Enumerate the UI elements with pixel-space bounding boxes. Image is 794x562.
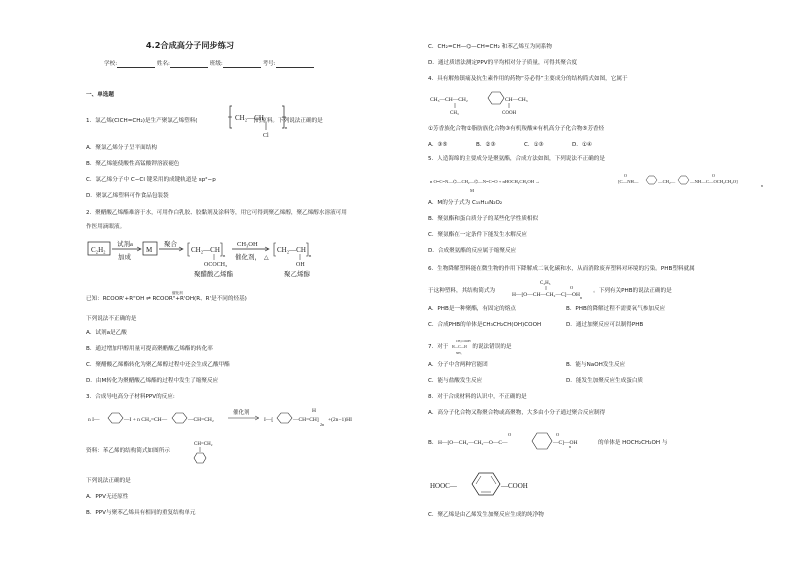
svg-text:I—[: I—[: [264, 417, 274, 423]
svg-text:n: n: [580, 296, 582, 300]
svg-text:CH₂—CH: CH₂—CH: [277, 246, 306, 254]
q2-catalyst-label: 催化剂，: [235, 254, 261, 261]
q3-ask: 下列说法正确的是: [86, 478, 131, 484]
q5-reactant: n O=C=N—⌬—CH₂—⌬—N=C=O + nHOCH₂CH₂OH →: [430, 179, 540, 184]
q5-m-label: M: [470, 188, 475, 193]
q5-option-b[interactable]: B．聚氨酯和蛋白质分子的某些化学性质相似: [428, 216, 539, 222]
q3-option-c[interactable]: C．CH₂=CH—⌬—CH=CH₂ 和苯乙烯互为同系物: [428, 44, 552, 50]
svg-text:△: △: [264, 255, 269, 261]
svg-text:[C—NH—: [C—NH—: [618, 179, 639, 184]
pet-structure: [436, 424, 596, 460]
svg-text:NH₂: NH₂: [456, 351, 462, 355]
svg-text:—I + n CH₂=CH—: —I + n CH₂=CH—: [124, 417, 168, 423]
q4-ibuprofen-structure: [428, 86, 588, 122]
q3-catalyst-label: 催化剂: [233, 410, 250, 416]
q1-pvc-structure: [228, 100, 290, 140]
q6-stem-line2: 于这种塑料，其结构简式为 。下列有关PHB的说法正确的是: [428, 288, 672, 294]
q4-formula-left-sub: CH₃: [450, 111, 459, 116]
right-column: [414, 0, 794, 562]
q1-option-b[interactable]: B．聚乙烯能使酸性高锰酸钾溶液褪色: [86, 161, 180, 167]
q2-known-info: 已知：RCOOR'+R"OH ⇌ RCOOR"+R'OH(R、R'是不同的烃基): [86, 296, 247, 302]
terephthalic-acid-structure: [428, 464, 608, 504]
svg-text:n: n: [761, 184, 763, 188]
svg-text:n: n: [569, 445, 571, 449]
svg-text:O: O: [556, 432, 560, 437]
q6-stem-line1: 6．生物降解塑料能在微生物的作用下降解成二氧化碳和水，从而消除废弃塑料对环境的污染。PHB塑料就属: [428, 266, 695, 272]
q2-c2h2: C₂H₂: [91, 246, 106, 254]
svg-text:H—[O—CH₂—CH₂—O—C—: H—[O—CH₂—CH₂—O—C—: [438, 440, 508, 446]
svg-text:H: H: [312, 408, 316, 414]
q2-option-b[interactable]: B．通过增加甲醇用量可提高聚醋酸乙烯酯的转化率: [86, 346, 213, 352]
q5-stem: 5．人造海绵的主要成分是聚氨酯，合成方法如图，下列说法不正确的是: [428, 156, 605, 162]
q2-hydroxyl-group: OH: [296, 262, 305, 268]
q2-reagent-a-label: 试剂a: [117, 241, 133, 248]
svg-text:CH=CH₂: CH=CH₂: [194, 442, 213, 447]
q4-formula-right: CH—CH₃: [505, 97, 528, 103]
q2-option-a[interactable]: A．试剂a是乙酸: [86, 330, 127, 336]
q2-methanol-label: CH₃OH: [237, 241, 258, 248]
q2-stem-line2: 作医用滴眼液。: [86, 224, 126, 230]
q8-option-c[interactable]: C．聚乙烯是由乙烯发生加聚反应生成的纯净物: [428, 512, 544, 518]
svg-text:CH₂COOH: CH₂COOH: [456, 339, 471, 343]
q4-option-d[interactable]: D．①④: [572, 142, 592, 148]
svg-text:—COOH: —COOH: [501, 482, 528, 490]
q2-ask: 下列说法不正确的是: [86, 316, 137, 322]
page-title: 4.2合成高分子同步练习: [145, 40, 235, 50]
q3-option-b[interactable]: B．PPV与聚苯乙烯具有相同的重复结构单元: [86, 510, 196, 516]
q4-option-c[interactable]: C．①③: [524, 142, 544, 148]
svg-text:n: n: [223, 253, 226, 258]
q2-pvac-name: 聚醋酸乙烯酯: [194, 271, 233, 278]
q1-option-a[interactable]: A．聚氯乙烯分子呈平面结构: [86, 145, 157, 151]
q6-option-b[interactable]: B．PHB的降解过程不需要氧气参加反应: [566, 306, 666, 312]
q3-option-d[interactable]: D．通过质谱法测定PPV的平均相对分子质量，可得其聚合度: [428, 60, 578, 66]
q8-option-b-prefix[interactable]: B．: [428, 440, 438, 446]
svg-text:—CH₂—: —CH₂—: [658, 179, 676, 184]
q2-m-box: M: [146, 246, 153, 254]
q1-option-d[interactable]: D．聚氯乙烯塑料可作食品包装袋: [86, 193, 169, 199]
svg-text:O: O: [508, 432, 512, 437]
q6-option-c[interactable]: C．合成PHB的单体是CH₃CH₂CH(OH)COOH: [428, 322, 542, 328]
q3-note: 资料：苯乙烯的结构简式如图所示: [86, 448, 170, 454]
q3-stem: 3．合成导电高分子材料PPV的反应:: [86, 394, 175, 400]
svg-text:HOOC—: HOOC—: [430, 482, 457, 490]
q4-option-b[interactable]: B．②③: [476, 142, 496, 148]
svg-text:O: O: [570, 285, 574, 290]
q2-reaction-scheme: [86, 238, 386, 288]
q1-stem: 1．氯乙烯(ClCH=CH₂)是生产聚氯乙烯塑料( )的原料。下列说法正确的是: [86, 118, 323, 124]
q2-stem-line1: 2．聚醋酸乙烯酯难溶于水，可用作白乳胶、胶黏剂及涂料等，用它可得到聚乙烯醇，聚乙烯醇水溶液可用: [86, 210, 347, 216]
q2-addition-label: 加成: [118, 254, 131, 261]
q4-formula-left: CH₃—CH—CH₂: [430, 97, 468, 103]
name-blank[interactable]: [170, 61, 208, 68]
svg-text:H—[O—CH—CH₂—C]—OH: H—[O—CH—CH₂—C]—OH: [512, 292, 580, 298]
q2-pva-name: 聚乙烯醇: [284, 271, 310, 278]
svg-text:Cl: Cl: [263, 133, 269, 139]
svg-text:n: n: [309, 253, 312, 258]
left-column: [0, 0, 380, 562]
q7-amino-acid-structure: [450, 336, 476, 356]
q7-option-a[interactable]: A．分子中含两种官能团: [428, 362, 488, 368]
q5-option-a[interactable]: A．M的分子式为 C₁₅H₁₀N₂O₂: [428, 200, 503, 206]
q8-option-b-text: 的单体是 HOCH₂CH₂OH 与: [598, 440, 668, 446]
q3-reaction: [86, 402, 386, 438]
phb-structure: [510, 276, 610, 306]
student-info-row: 学校: 姓名: 班级: 考号:: [104, 61, 314, 68]
school-blank[interactable]: [117, 61, 155, 68]
svg-text:n I—: n I—: [88, 417, 100, 423]
q7-option-c[interactable]: C．能与盐酸发生反应: [428, 378, 483, 384]
svg-text:C₂H₅: C₂H₅: [540, 281, 551, 286]
svg-text:CH₂—CH: CH₂—CH: [191, 246, 220, 254]
q2-option-d[interactable]: D．由M转化为聚醋酸乙烯酯的过程中发生了缩聚反应: [86, 378, 219, 384]
q4-items: ①芳香族化合物②脂肪族化合物③有机羧酸④有机高分子化合物⑤芳香烃: [428, 126, 605, 132]
q8-stem: 8．对于合成材料的认识中，不正确的是: [428, 394, 527, 400]
q7-option-d[interactable]: D．能发生加聚反应生成蛋白质: [566, 378, 644, 384]
svg-text:—C]—OH: —C]—OH: [553, 440, 578, 446]
q4-formula-right-sub: COOH: [502, 111, 517, 116]
svg-text:O: O: [712, 173, 715, 178]
svg-text:—NH—C—OCH₂CH₂O]: —NH—C—OCH₂CH₂O]: [690, 179, 738, 184]
q5-polyurethane-reaction: [428, 168, 794, 196]
q8-b-monomer-text: HOOC—⌬—COOH: [714, 501, 741, 505]
q2-option-c[interactable]: C．聚醋酸乙烯酯转化为聚乙烯醇过程中还会生成乙酸甲酯: [86, 362, 230, 368]
svg-text:H—C—H: H—C—H: [452, 345, 467, 349]
q7-stem: 7．对于 的说法错误的是: [428, 344, 512, 350]
class-blank[interactable]: [223, 61, 261, 68]
q4-stem: 4．具有解热镇痛及抗生素作用的药物“芬必得”主要成分的结构简式如图，它属于: [428, 76, 628, 82]
svg-text:CH₂—CH: CH₂—CH: [235, 114, 264, 122]
svg-text:—CH=CH₂: —CH=CH₂: [188, 417, 214, 423]
q5-option-d[interactable]: D．合成聚氨酯的反应属于缩聚反应: [428, 248, 517, 254]
svg-text:—CH=CH]: —CH=CH]: [293, 417, 319, 423]
svg-text:O: O: [624, 173, 627, 178]
q4-option-a[interactable]: A．③⑤: [428, 142, 448, 148]
q6-option-d[interactable]: D．通过加聚反应可以制得PHB: [566, 322, 644, 328]
q5-option-c[interactable]: C．聚氨酯在一定条件下能发生水解反应: [428, 232, 528, 238]
styrene-structure: [190, 438, 214, 470]
q3-option-a[interactable]: A．PPV无还原性: [86, 494, 129, 500]
q2-acetate-group: OCOCH₃: [204, 262, 228, 268]
q1-option-c[interactable]: C．氯乙烯分子中 C−Cl 键采用的成键轨道是 sp²−p: [86, 177, 216, 183]
section-heading: 一、单选题: [86, 92, 114, 98]
q6-option-a[interactable]: A．PHB是一种聚酯，有固定的熔点: [428, 306, 516, 312]
q7-option-b[interactable]: B．能与NaOH发生反应: [566, 362, 626, 368]
q2-polymerize-label: 聚合: [164, 241, 177, 248]
exam-number-blank[interactable]: [276, 61, 314, 68]
q3-product-tail: +(2n−1)HI: [328, 417, 352, 423]
svg-text:2n: 2n: [320, 422, 324, 427]
q8-option-a[interactable]: A．高分子化合物又称聚合物或高聚物，大多由小分子通过聚合反应制得: [428, 410, 606, 416]
svg-text:n: n: [285, 125, 288, 130]
q2-known-catalyst: 催化剂: [172, 291, 183, 295]
